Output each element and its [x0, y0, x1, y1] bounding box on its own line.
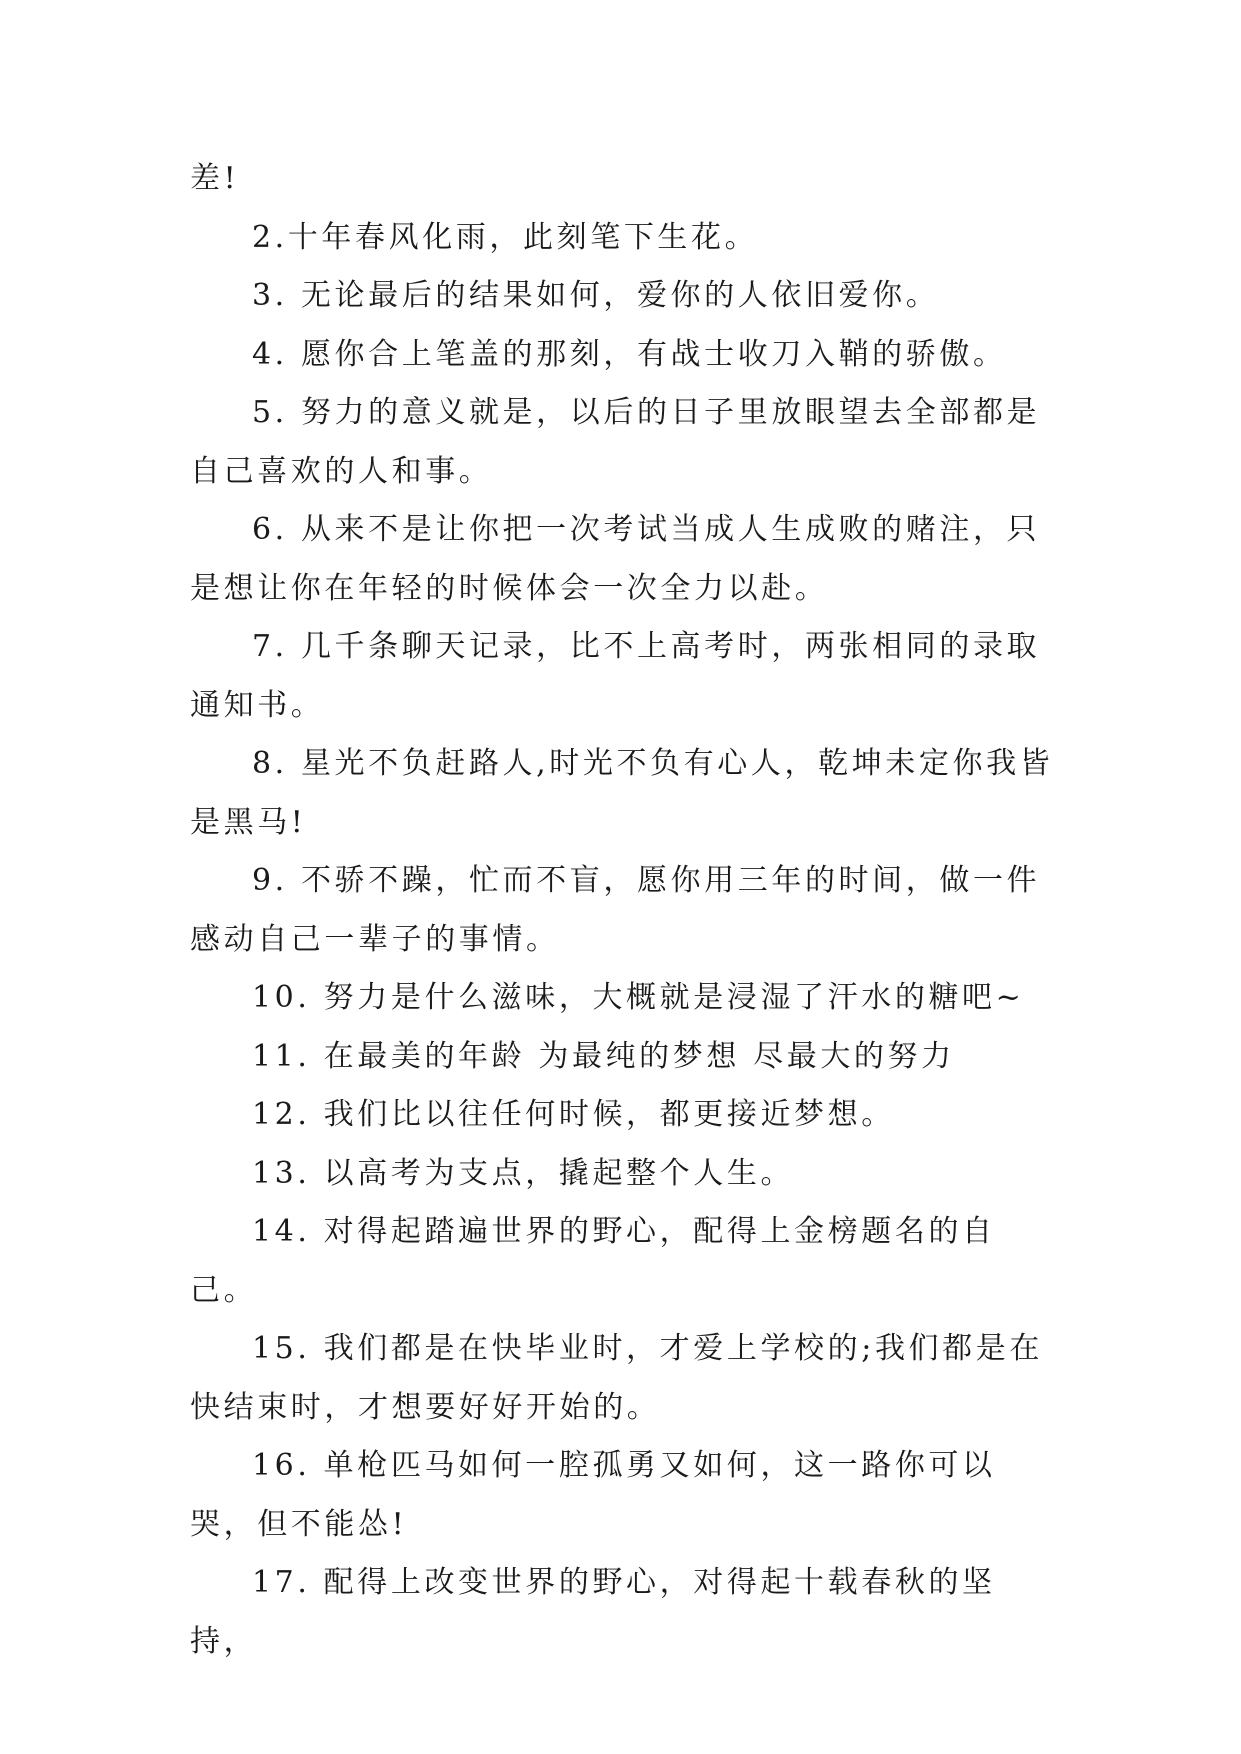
paragraph-7: 7. 几千条聊天记录，比不上高考时，两张相同的录取通知书。 [190, 629, 1041, 723]
paragraph-14: 14. 对得起踏遍世界的野心，配得上金榜题名的自己。 [190, 1214, 996, 1308]
paragraph-17: 17. 配得上改变世界的野心，对得起十载春秋的坚持， [190, 1565, 996, 1659]
paragraph-8: 8. 星光不负赶路人,时光不负有心人，乾坤未定你我皆是黑马! [190, 746, 1054, 840]
paragraph-13: 13. 以高考为支点，撬起整个人生。 [252, 1155, 795, 1191]
paragraph-4: 4. 愿你合上笔盖的那刻，有战士收刀入鞘的骄傲。 [252, 336, 1007, 372]
paragraph-1: 差! [190, 161, 240, 196]
paragraph-6: 6. 从来不是让你把一次考试当成人生成败的赌注，只是想让你在年轻的时候体会一次全力以赴。 [190, 512, 1041, 606]
document-body [190, 150, 1060, 1671]
paragraph-2: 2.十年春风化雨，此刻笔下生花。 [252, 219, 759, 255]
paragraph-3: 3. 无论最后的结果如何，爱你的人依旧爱你。 [252, 278, 940, 313]
paragraph-11: 11. 在最美的年龄 为最纯的梦想 尽最大的努力 [252, 1038, 955, 1074]
paragraph-5: 5. 努力的意义就是，以后的日子里放眼望去全部都是自己喜欢的人和事。 [190, 395, 1041, 489]
paragraph-12: 12. 我们比以往任何时候，都更接近梦想。 [252, 1097, 895, 1132]
paragraph-9: 9. 不骄不躁，忙而不盲，愿你用三年的时间，做一件感动自己一辈子的事情。 [190, 863, 1041, 957]
paragraph-15: 15. 我们都是在快毕业时，才爱上学校的;我们都是在快结束时，才想要好好开始的。 [190, 1331, 1043, 1425]
paragraph-16: 16. 单枪匹马如何一腔孤勇又如何，这一路你可以哭，但不能怂! [190, 1448, 996, 1542]
paragraph-10: 10. 努力是什么滋味，大概就是浸湿了汗水的糖吧~ [252, 980, 1025, 1015]
